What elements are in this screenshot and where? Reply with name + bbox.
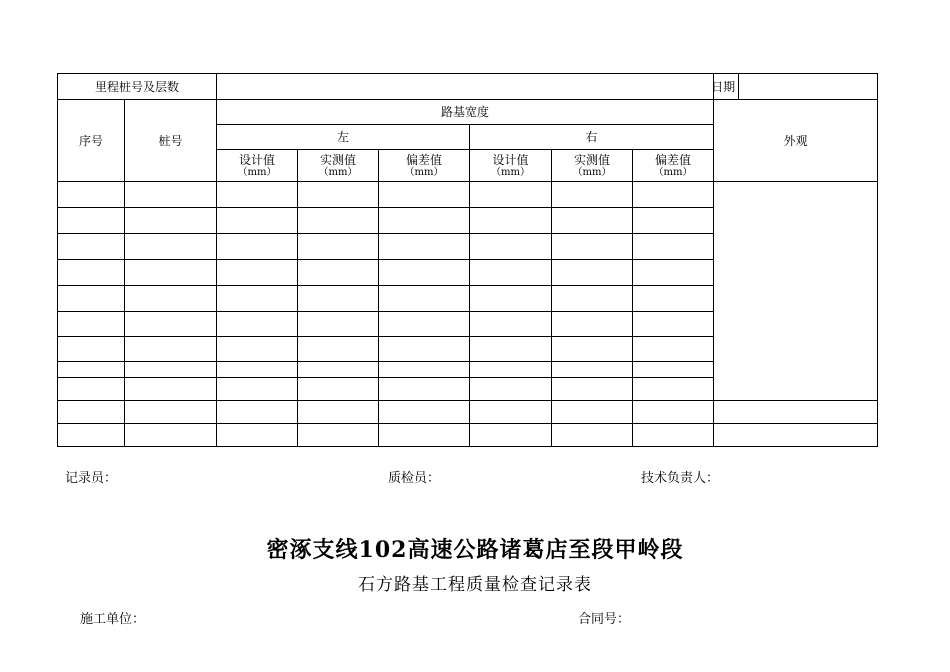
document-subtitle: 石方路基工程质量检查记录表 [358,575,592,595]
seq-header: 序号 [58,100,125,182]
right-measured-header: 实测值 （mm） [552,150,633,182]
right-header: 右 [470,125,714,150]
pile-header: 桩号 [125,100,217,182]
tech-lead-label: 技术负责人： [641,471,720,486]
right-design-header: 设计值 （mm） [470,150,552,182]
mileage-label: 里程桩号及层数 [58,74,217,100]
inspector-label: 质检员： [388,471,441,486]
inspection-table [57,73,878,447]
appearance-header: 外观 [714,100,878,182]
document-title: 密涿支线102高速公路诸葛店至段甲岭段 [266,537,684,563]
left-header: 左 [217,125,470,150]
contract-no-label: 合同号： [578,612,631,627]
date-label: 日期 [711,79,736,94]
width-header: 路基宽度 [217,100,714,125]
table-row [58,424,878,447]
recorder-label: 记录员： [65,471,118,486]
table-row [58,182,878,208]
mileage-value-cell[interactable] [217,74,714,100]
right-deviation-header: 偏差值 （mm） [633,150,714,182]
left-deviation-header: 偏差值 （mm） [379,150,470,182]
left-measured-header: 实测值 （mm） [298,150,379,182]
construction-unit-label: 施工单位： [80,612,146,627]
left-design-header: 设计值 （mm） [217,150,298,182]
date-cell[interactable] [711,74,878,100]
table-row [58,401,878,424]
appearance-cell[interactable] [714,182,878,401]
